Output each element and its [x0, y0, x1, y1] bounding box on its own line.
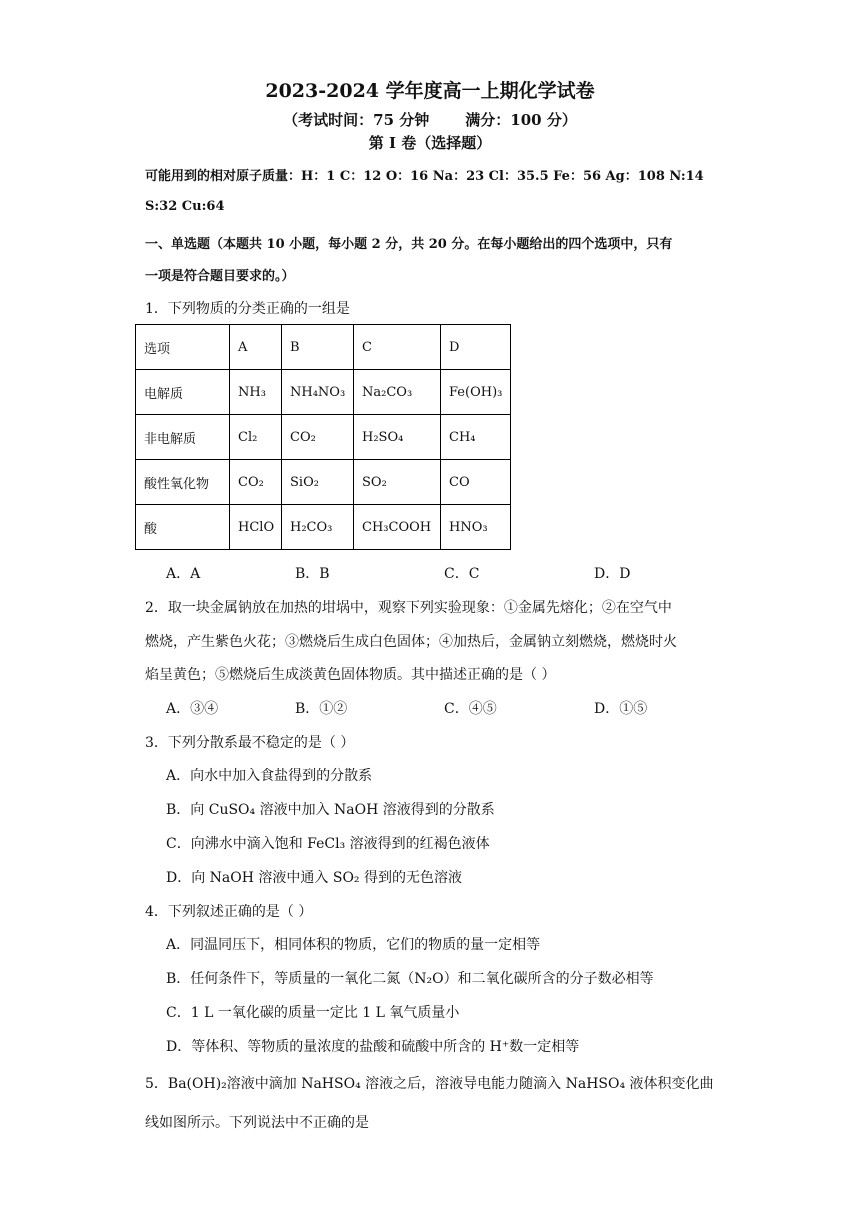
table-cell: CH₃COOH [354, 505, 441, 550]
table-cell: Cl₂ [230, 415, 282, 460]
table-cell: CO [441, 460, 511, 505]
table-row [136, 460, 511, 505]
question-4-option-d[interactable]: D．等体积、等物质的量浓度的盐酸和硫酸中所含的 H⁺数一定相等 [166, 1039, 580, 1055]
table-cell: 选项 [136, 325, 230, 370]
question-1-option-b[interactable]: B．B [295, 566, 330, 582]
question-4-option-c[interactable]: C．1 L 一氧化碳的质量一定比 1 L 氧气质量小 [166, 1005, 460, 1021]
question-2-option-c[interactable]: C．④⑤ [444, 701, 497, 717]
table-cell: H₂CO₃ [282, 505, 354, 550]
question-4-stem: 4．下列叙述正确的是（ ） [145, 904, 313, 920]
table-cell: 酸 [136, 505, 230, 550]
section-instructions-line-2: 一项是符合题目要求的。） [145, 269, 295, 284]
exam-info [0, 109, 860, 130]
table-cell: HClO [230, 505, 282, 550]
question-3-option-a[interactable]: A．向水中加入食盐得到的分散系 [166, 768, 373, 784]
atomic-masses-line-1: 可能用到的相对原子质量：H：1 C：12 O：16 Na：23 Cl：35.5 Fe：56 Ag：108 N:14 [145, 169, 704, 184]
question-3-option-c[interactable]: C．向沸水中滴入饱和 FeCl₃ 溶液得到的红褐色液体 [166, 836, 490, 852]
table-cell: CO₂ [282, 415, 354, 460]
section-instructions-line-1: 一、单选题（本题共 10 小题，每小题 2 分，共 20 分。在每小题给出的四个选项中，只有 [145, 237, 673, 252]
table-cell: Fe(OH)₃ [441, 370, 511, 415]
question-2-line-1: 2．取一块金属钠放在加热的坩埚中，观察下列实验现象：①金属先熔化；②在空气中 [145, 600, 672, 616]
question-2-line-3: 焰呈黄色；⑤燃烧后生成淡黄色固体物质。其中描述正确的是（ ） [145, 667, 556, 683]
table-header-row [136, 325, 511, 370]
table-cell: D [441, 325, 511, 370]
table-row [136, 505, 511, 550]
exam-title: 2023-2024 学年度高一上期化学试卷 [265, 80, 595, 102]
table-cell: NH₄NO₃ [282, 370, 354, 415]
question-2-option-d[interactable]: D．①⑤ [594, 701, 648, 717]
table-cell: Na₂CO₃ [354, 370, 441, 415]
atomic-masses-line-2: S:32 Cu:64 [145, 199, 225, 214]
table-row [136, 370, 511, 415]
question-3-option-b[interactable]: B．向 CuSO₄ 溶液中加入 NaOH 溶液得到的分散系 [166, 802, 495, 818]
table-cell: CH₄ [441, 415, 511, 460]
question-3-stem: 3．下列分散系最不稳定的是（ ） [145, 735, 355, 751]
table-cell: 电解质 [136, 370, 230, 415]
question-1-stem: 1．下列物质的分类正确的一组是 [145, 301, 350, 317]
table-cell: SO₂ [354, 460, 441, 505]
table-cell: NH₃ [230, 370, 282, 415]
question-1-option-c[interactable]: C．C [444, 566, 480, 582]
question-5-line-1: 5．Ba(OH)₂溶液中滴加 NaHSO₄ 溶液之后，溶液导电能力随滴入 NaHSO₄ 液体积变化曲 [145, 1076, 714, 1092]
table-row [136, 415, 511, 460]
question-2-line-2: 燃烧，产生紫色火花；③燃烧后生成白色固体；④加热后，金属钠立刻燃烧，燃烧时火 [145, 634, 677, 650]
exam-time: （考试时间：75 分钟 [283, 111, 430, 129]
table-cell: 酸性氧化物 [136, 460, 230, 505]
table-cell: C [354, 325, 441, 370]
question-4-option-b[interactable]: B．任何条件下，等质量的一氧化二氮（N₂O）和二氧化碳所含的分子数必相等 [166, 971, 654, 987]
question-4-option-a[interactable]: A．同温同压下，相同体积的物质，它们的物质的量一定相等 [166, 937, 541, 953]
question-3-option-d[interactable]: D．向 NaOH 溶液中通入 SO₂ 得到的无色溶液 [166, 870, 462, 886]
table-cell: A [230, 325, 282, 370]
question-2-option-a[interactable]: A．③④ [166, 701, 219, 717]
exam-score: 满分：100 分） [465, 111, 577, 129]
question-5-line-2: 线如图所示。下列说法中不正确的是 [145, 1115, 369, 1131]
part-title: 第 I 卷（选择题） [368, 134, 492, 152]
question-1-option-a[interactable]: A．A [166, 566, 201, 582]
table-cell: HNO₃ [441, 505, 511, 550]
classification-table [135, 324, 511, 550]
table-cell: H₂SO₄ [354, 415, 441, 460]
table-cell: CO₂ [230, 460, 282, 505]
table-cell: B [282, 325, 354, 370]
table-cell: 非电解质 [136, 415, 230, 460]
question-1-option-d[interactable]: D．D [594, 566, 631, 582]
table-cell: SiO₂ [282, 460, 354, 505]
question-2-option-b[interactable]: B．①② [295, 701, 348, 717]
